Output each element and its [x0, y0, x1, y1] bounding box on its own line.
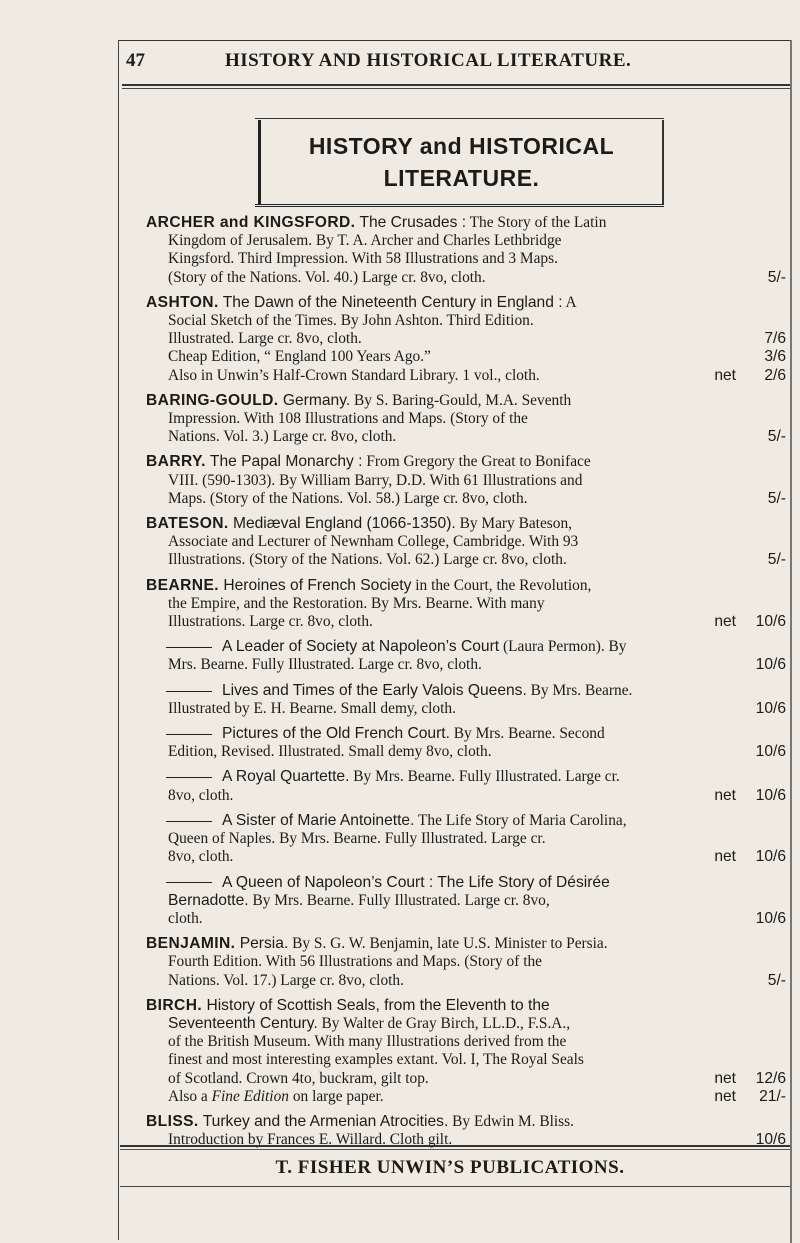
- entry-title: The Dawn of the Nineteenth Century in England :: [218, 293, 563, 311]
- entry-text: VIII. (590-1303). By William Barry, D.D. With 61 Illustrations and: [168, 471, 583, 489]
- entry-title: A Queen of Napoleon’s Court : The Life Story of Désirée: [222, 873, 610, 891]
- ditto-dash: [166, 691, 212, 692]
- header-rule-thin: [122, 88, 790, 89]
- entry-text: 8vo, cloth.: [168, 848, 234, 866]
- entry-line: [146, 1015, 786, 1033]
- entry-line: [146, 294, 786, 312]
- entry-title: A Sister of Marie Antoinette.: [222, 811, 415, 829]
- entry-text: Introduction by Frances E. Willard. Cloth gilt.: [168, 1131, 453, 1149]
- entry-price: 10/6: [755, 848, 786, 866]
- net-label: net: [714, 848, 736, 866]
- catalogue-entry: [146, 214, 786, 287]
- entry-line: [146, 1051, 786, 1069]
- entry-author: BARRY.: [146, 453, 206, 471]
- entry-title: Heroines of French Society: [218, 576, 412, 594]
- entry-author: BEARNE.: [146, 576, 219, 594]
- entry-text: of the British Museum. With many Illustrations derived from the: [168, 1033, 567, 1051]
- entry-text: Nations. Vol. 17.) Large cr. 8vo, cloth.: [168, 971, 404, 989]
- header-rule: [122, 84, 790, 86]
- catalogue-entry: [146, 997, 786, 1106]
- entry-line: [146, 725, 786, 743]
- catalogue-entry: [146, 768, 786, 804]
- entry-text: Kingsford. Third Impression. With 58 Illustrations and 3 Maps.: [168, 250, 558, 268]
- entry-price: 10/6: [755, 656, 786, 674]
- entry-italic: Fine Edition: [211, 1087, 289, 1105]
- ditto-dash: [166, 647, 212, 648]
- section-title: [261, 130, 662, 194]
- entry-text: By Edwin M. Bliss.: [448, 1112, 575, 1130]
- entry-line: [146, 638, 786, 656]
- section-title-line1: HISTORY and HISTORICAL: [308, 133, 615, 159]
- entry-title: The Crusades :: [355, 214, 467, 231]
- running-head: HISTORY AND HISTORICAL LITERATURE.: [225, 50, 632, 71]
- entry-line: [146, 700, 786, 718]
- entry-text: Edition, Revised. Illustrated. Small demy 8vo, cloth.: [168, 743, 492, 761]
- right-frame-rule: [790, 40, 792, 1243]
- catalogue-entry: [146, 874, 786, 929]
- entry-title: Germany.: [278, 391, 351, 409]
- ditto-dash: [166, 777, 212, 778]
- entry-text: By Mrs. Bearne.: [526, 681, 633, 699]
- entry-author: ASHTON.: [146, 293, 219, 311]
- entry-line: [146, 656, 786, 674]
- entry-price: 10/6: [755, 613, 786, 631]
- entry-price: 10/6: [755, 699, 786, 717]
- entry-text: By Mrs. Bearne. Second: [449, 725, 605, 743]
- entry-price: 5/-: [767, 551, 786, 569]
- entry-price: 10/6: [755, 786, 786, 804]
- entry-author: BENJAMIN.: [146, 935, 236, 953]
- entry-subline: [146, 367, 786, 385]
- entry-price: 2/6: [764, 366, 786, 384]
- top-rule: [118, 40, 790, 41]
- entry-text: Queen of Naples. By Mrs. Bearne. Fully Illustrated. Large cr.: [168, 830, 546, 848]
- net-label: net: [714, 366, 736, 384]
- publisher-footer: T. FISHER UNWIN’S PUBLICATIONS.: [275, 1157, 625, 1178]
- entry-price: 5/-: [767, 971, 786, 989]
- entry-author: BARING-GOULD.: [146, 391, 279, 409]
- entry-text: By Walter de Gray Birch, LL.D., F.S.A.,: [317, 1014, 571, 1032]
- entry-text: By Mrs. Bearne. Fully Illustrated. Large cr. 8vo,: [248, 891, 550, 909]
- entry-line: [146, 892, 786, 910]
- entry-line: [146, 1070, 786, 1088]
- entry-title: A Royal Quartette.: [222, 768, 350, 786]
- entry-line: [146, 595, 786, 613]
- left-frame-rule: [118, 40, 119, 1240]
- entry-text: By Mary Bateson,: [455, 515, 573, 533]
- catalogue-entry: [146, 577, 786, 632]
- ditto-dash: [166, 734, 212, 735]
- entry-text: (Laura Permon). By: [499, 638, 627, 656]
- entry-text: the Empire, and the Restoration. By Mrs. Bearne. With many: [168, 594, 545, 612]
- entry-text: in the Court, the Revolution,: [411, 576, 592, 594]
- footer-bottom-rule: [120, 1186, 790, 1187]
- entry-text: The Life Story of Maria Carolina,: [414, 811, 627, 829]
- entry-text: Associate and Lecturer of Newnham College, Cambridge. With 93: [168, 533, 579, 551]
- entry-text: Mrs. Bearne. Fully Illustrated. Large cr. 8vo, cloth.: [168, 656, 482, 674]
- entry-line: [146, 935, 786, 953]
- entry-title: Bernadotte.: [168, 891, 249, 909]
- entry-line: [146, 830, 786, 848]
- entry-price: 21/-: [759, 1087, 786, 1105]
- entry-line: [146, 682, 786, 700]
- entry-line: [146, 577, 786, 595]
- entry-text: By S. G. W. Benjamin, late U.S. Minister to Persia.: [288, 935, 608, 953]
- entry-price: 5/-: [767, 428, 786, 446]
- entry-text: finest and most interesting examples extant. Vol. I, The Royal Seals: [168, 1051, 584, 1069]
- entry-line: [146, 953, 786, 971]
- catalogue-entry: [146, 294, 786, 385]
- entry-line: [146, 428, 786, 446]
- entry-line: [146, 910, 786, 928]
- entry-line: [146, 533, 786, 551]
- entry-text: A: [562, 293, 577, 311]
- entry-line: [146, 743, 786, 761]
- ditto-dash: [166, 821, 212, 822]
- entry-line: [146, 515, 786, 533]
- entry-title: Seventeenth Century.: [168, 1014, 318, 1032]
- net-label: net: [714, 786, 736, 804]
- entry-text: Kingdom of Jerusalem. By T. A. Archer and Charles Lethbridge: [168, 232, 562, 250]
- section-title-box: [258, 120, 664, 204]
- entry-text: of Scotland. Crown 4to, buckram, gilt top.: [168, 1069, 429, 1087]
- entry-text: 8vo, cloth.: [168, 786, 234, 804]
- entry-subline: [146, 348, 786, 366]
- footer-rule-thin: [120, 1149, 790, 1150]
- entry-author: ARCHER and KINGSFORD.: [146, 214, 356, 231]
- entry-author: BLISS.: [146, 1112, 199, 1130]
- entry-author: BATESON.: [146, 515, 229, 533]
- catalogue-entry: [146, 935, 786, 990]
- entry-line: [146, 453, 786, 471]
- entry-text: Fourth Edition. With 56 Illustrations and Maps. (Story of the: [168, 953, 543, 971]
- entry-line: [146, 330, 786, 348]
- entry-text: (Story of the Nations. Vol. 40.) Large cr. 8vo, cloth.: [168, 268, 486, 286]
- catalogue-entry: [146, 812, 786, 867]
- entry-line: [146, 1033, 786, 1051]
- catalogue-entry: [146, 725, 786, 761]
- entry-line: [146, 250, 786, 268]
- entry-author: BIRCH.: [146, 996, 203, 1014]
- entry-line: [146, 269, 786, 287]
- entry-line: [146, 613, 786, 631]
- entry-text: Maps. (Story of the Nations. Vol. 58.) Large cr. 8vo, cloth.: [168, 489, 528, 507]
- net-label: net: [714, 613, 736, 631]
- entry-line: [146, 312, 786, 330]
- entry-line: [146, 1113, 786, 1131]
- entry-price: 5/-: [767, 489, 786, 507]
- entry-text: Also a: [168, 1087, 212, 1105]
- entry-title: Mediæval England (1066-1350).: [228, 515, 456, 533]
- entry-text: By Mrs. Bearne. Fully Illustrated. Large cr.: [349, 768, 620, 786]
- entry-text: From Gregory the Great to Boniface: [362, 453, 591, 471]
- entry-text: on large paper.: [288, 1087, 384, 1105]
- catalogue-entry: [146, 638, 786, 674]
- entry-title: Persia.: [235, 935, 289, 953]
- net-label: net: [714, 1069, 736, 1087]
- entry-title: A Leader of Society at Napoleon’s Court: [222, 638, 500, 656]
- entry-price: 10/6: [755, 909, 786, 927]
- entry-text: Nations. Vol. 3.) Large cr. 8vo, cloth.: [168, 428, 397, 446]
- entry-title: Pictures of the Old French Court.: [222, 725, 450, 743]
- entry-text: Illustrations. Large cr. 8vo, cloth.: [168, 613, 373, 631]
- entry-line: [146, 472, 786, 490]
- entry-text: Cheap Edition, “ England 100 Years Ago.”: [168, 348, 431, 366]
- entry-line: [146, 848, 786, 866]
- net-label: net: [714, 1087, 736, 1105]
- entry-price: 7/6: [764, 330, 786, 348]
- entry-line: [146, 997, 786, 1015]
- entry-price: 3/6: [764, 348, 786, 366]
- catalogue-entries: [146, 214, 786, 1156]
- entry-line: [146, 972, 786, 990]
- entry-text: Also in Unwin’s Half-Crown Standard Library. 1 vol., cloth.: [168, 366, 540, 384]
- entry-text: Illustrations. (Story of the Nations. Vol. 62.) Large cr. 8vo, cloth.: [168, 551, 567, 569]
- ditto-dash: [166, 882, 212, 883]
- entry-line: [146, 787, 786, 805]
- entry-line: [146, 551, 786, 569]
- footer-rule: [120, 1145, 790, 1147]
- entry-line: [146, 768, 786, 786]
- entry-title: Lives and Times of the Early Valois Queens.: [222, 681, 527, 699]
- entry-text: cloth.: [168, 909, 203, 927]
- entry-subline: [146, 1088, 786, 1106]
- entry-line: [146, 214, 786, 232]
- catalogue-entry: [146, 453, 786, 508]
- entry-line: [146, 232, 786, 250]
- catalogue-entry: [146, 682, 786, 718]
- entry-line: [146, 410, 786, 428]
- catalogue-entry: [146, 1113, 786, 1149]
- entry-text: By S. Baring-Gould, M.A. Seventh: [350, 391, 572, 409]
- entry-text: The Story of the Latin: [466, 214, 607, 231]
- section-title-line2: LITERATURE.: [383, 165, 540, 191]
- entry-text: Illustrated. Large cr. 8vo, cloth.: [168, 330, 362, 348]
- entry-title: History of Scottish Seals, from the Eleventh to the: [202, 996, 550, 1014]
- entry-price: 12/6: [755, 1069, 786, 1087]
- entry-text: Impression. With 108 Illustrations and Maps. (Story of the: [168, 410, 528, 428]
- entry-title: Turkey and the Armenian Atrocities.: [198, 1112, 449, 1130]
- entry-price: 10/6: [755, 743, 786, 761]
- entry-price: 10/6: [755, 1131, 786, 1149]
- catalogue-entry: [146, 392, 786, 447]
- page-number: 47: [126, 50, 145, 71]
- entry-text: Social Sketch of the Times. By John Ashton. Third Edition.: [168, 312, 534, 330]
- entry-line: [146, 874, 786, 892]
- entry-line: [146, 812, 786, 830]
- entry-line: [146, 392, 786, 410]
- entry-text: Illustrated by E. H. Bearne. Small demy, cloth.: [168, 699, 456, 717]
- entry-title: The Papal Monarchy :: [205, 453, 363, 471]
- entry-price: 5/-: [767, 268, 786, 286]
- catalogue-entry: [146, 515, 786, 570]
- entry-line: [146, 490, 786, 508]
